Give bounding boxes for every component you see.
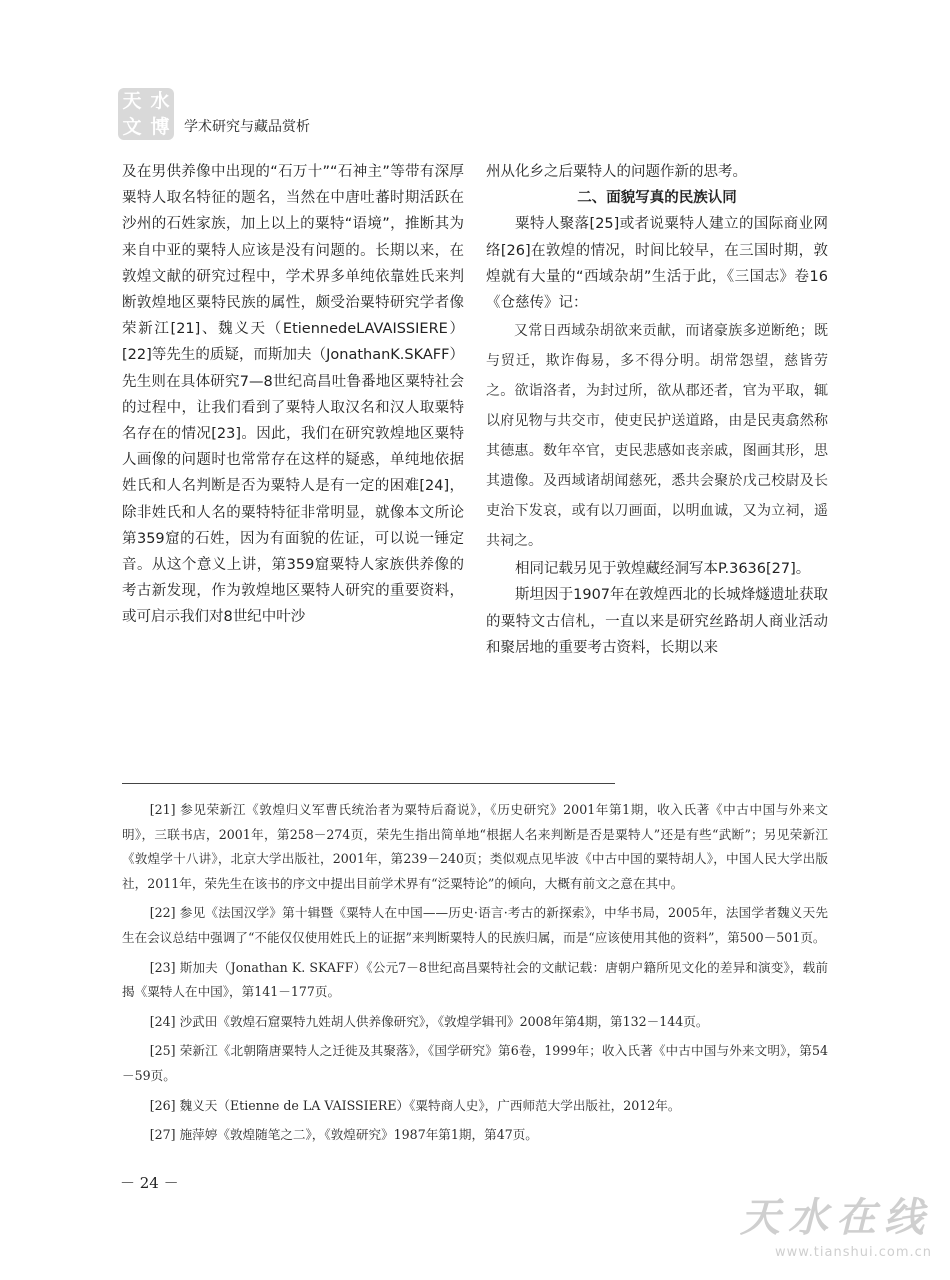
footnote: [23] 斯加夫（Jonathan K. SKAFF）《公元7－8世纪高昌粟特社会的文献记载：唐朝户籍所见文化的差异和演变》，载前揭《粟特人在中国》，第141－177页。 (122, 959, 828, 1000)
body-paragraph: 州从化乡之后粟特人的问题作新的思考。 (486, 164, 747, 180)
body-paragraph: 及在男供养像中出现的“石万十”“石神主”等带有深厚粟特人取名特征的题名，当然在中唐吐蕃时期活跃在沙州的石姓家族，加上以上的粟特“语境”，推断其为来自中亚的粟特人应该是没有问题的。长期以来，在敦煌文献的研究过程中，学术界多单纯依靠姓氏来判断敦煌地区粟特民族的属性，颇受治粟特研究学者像荣新江[21]、魏义天（EtiennedeLAVAISSIERE）[22]等先生的质疑，而斯加夫（JonathanK.SKAFF）先生则在具体研究7—8世纪高昌吐鲁番地区粟特社会的过程中，让我们看到了粟特人取汉名和汉人取粟特名存在的情况[23]。因此，我们在研究敦煌地区粟特人画像的问题时也常常存在这样的疑惑，单纯地依据姓氏和人名判断是否为粟特人是有一定的困难[24]，除非姓氏和人名的粟特特征非常明显，就像本文所论第359窟的石姓，因为有面貌的佐证，可以说一锤定音。从这个意义上讲，第359窟粟特人家族供养像的考古新发现，作为敦煌地区粟特人研究的重要资料，或可启示我们对8世纪中叶沙 (122, 164, 464, 626)
page-number: － 24 － (120, 1174, 179, 1192)
left-column (122, 159, 464, 631)
running-title: 学术研究与藏品赏析 (184, 119, 310, 135)
section-heading: 二、面貌写真的民族认同 (577, 190, 737, 207)
right-column (486, 159, 828, 661)
footnote: [25] 荣新江《北朝隋唐粟特人之迁徙及其聚落》，《国学研究》第6卷，1999年；收入氏著《中古中国与外来文明》，第54－59页。 (122, 1043, 828, 1083)
watermark-text: 天水在线 (740, 1194, 932, 1241)
footnote: [27] 施萍婷《敦煌随笔之二》，《敦煌研究》1987年第1期，第47页。 (149, 1127, 538, 1143)
logo-char: 文 (122, 115, 142, 138)
journal-logo (118, 88, 174, 140)
block-quote: 又常日西域杂胡欲来贡献，而诸豪族多逆断绝；既与贸迁，欺诈侮易，多不得分明。胡常怨望，慈皆劳之。欲诣洛者，为封过所，欲从郡还者，官为平取，辄以府见物与共交市，使吏民护送道路，由是民夷翕然称其德惠。数年卒官，吏民悲感如丧亲戚，图画其形，思其遗像。及西域诸胡闻慈死，悉共会聚於戊己校尉及长吏治下发哀，或有以刀画面，以明血诚，又为立祠，遥共祠之。 (486, 323, 828, 550)
footnote: [26] 魏义天（Etienne de LA VAISSIERE）《粟特商人史》，广西师范大学出版社，2012年。 (149, 1097, 681, 1113)
body-paragraph: 粟特人聚落[25]或者说粟特人建立的国际商业网络[26]在敦煌的情况，时间比较早，在三国时期，敦煌就有大量的“西域杂胡”生活于此，《三国志》卷16《仓慈传》记： (486, 216, 828, 312)
site-watermark (740, 1186, 932, 1260)
footnotes (122, 798, 828, 1153)
logo-char: 博 (150, 115, 170, 138)
footnote: [22] 参见《法国汉学》第十辑暨《粟特人在中国——历史·语言·考古的新探索》，中华书局，2005年，法国学者魏义天先生在会议总结中强调了“不能仅仅使用姓氏上的证据”来判断粟特人的民族归属，而是“应该使用其他的资料”，第500－501页。 (122, 905, 828, 945)
logo-char: 水 (150, 89, 170, 112)
watermark-url: www.tianshui.com.cn (774, 1245, 932, 1260)
footnote: [24] 沙武田《敦煌石窟粟特九姓胡人供养像研究》，《敦煌学辑刊》2008年第4期，第132－144页。 (149, 1013, 709, 1029)
body-paragraph: 相同记载另见于敦煌藏经洞写本P.3636[27]。 (515, 561, 811, 578)
logo-char: 天 (122, 89, 142, 112)
body-paragraph: 斯坦因于1907年在敦煌西北的长城烽燧遗址获取的粟特文古信札，一直以来是研究丝路胡人商业活动和聚居地的重要考古资料，长期以来 (486, 587, 828, 656)
footnote-divider (122, 783, 615, 784)
footnote: [21] 参见荣新江《敦煌归义军曹氏统治者为粟特后裔说》，《历史研究》2001年第1期，收入氏著《中古中国与外来文明》，三联书店，2001年，第258－274页，荣先生指出简单地“根据人名来判断是否是粟特人”还是有些“武断”；另见荣新江《敦煌学十八讲》，北京大学出版社，2001年，第239－240页；类似观点见毕波《中古中国的粟特胡人》，中国人民大学出版社，2011年，荣先生在该书的序文中提出目前学术界有“泛粟特论”的倾向，大概有前文之意在其中。 (122, 802, 828, 891)
